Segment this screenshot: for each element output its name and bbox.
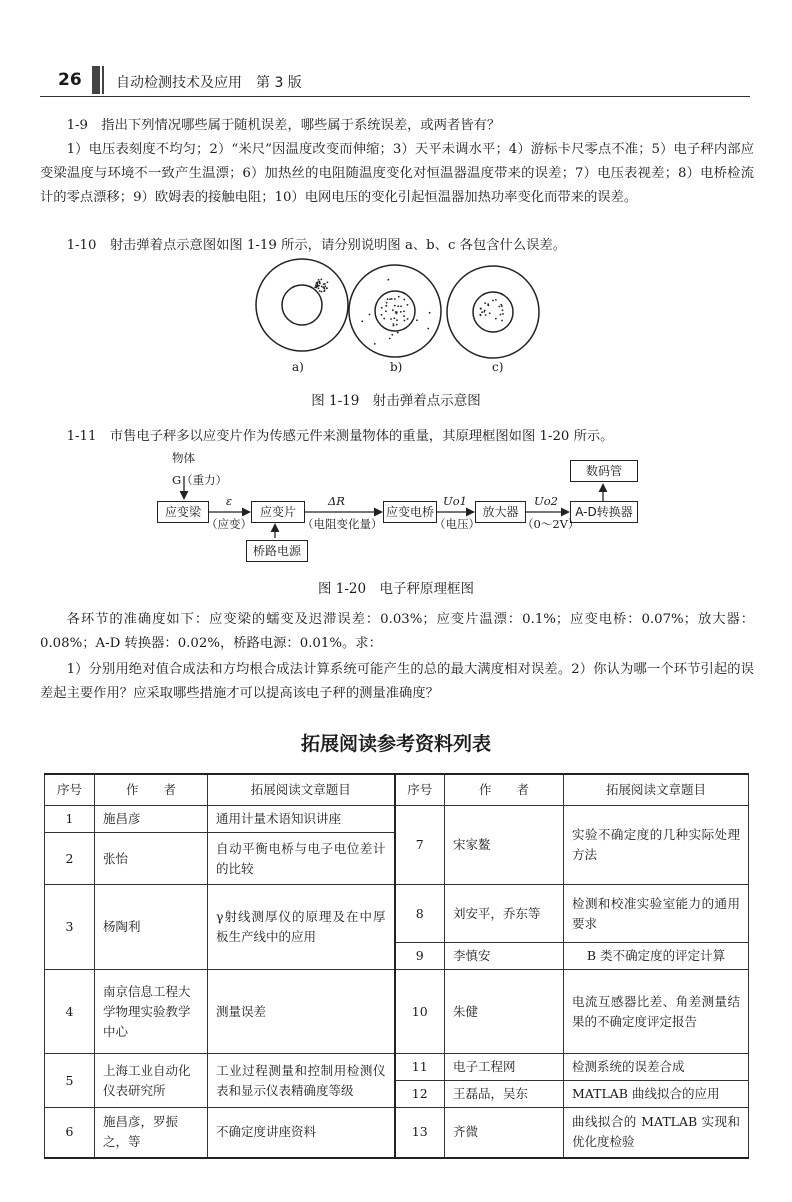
target-b: [349, 265, 441, 357]
shot-dot: [316, 286, 318, 288]
shot-dot: [361, 320, 363, 322]
shot-dot: [500, 314, 502, 316]
signal-uo2-desc: （0～2V）: [522, 517, 580, 531]
sub-label-a: a): [292, 360, 304, 374]
shot-dot: [484, 302, 486, 304]
table-row: [45, 1054, 749, 1081]
shot-dot: [391, 334, 393, 336]
figure-1-20-diagram: [0, 448, 792, 578]
right-title: B 类不确定度的评定计算: [564, 943, 749, 970]
shot-dot: [381, 314, 383, 316]
shot-dot: [502, 309, 504, 311]
signal-uo1: Uo1: [443, 494, 467, 508]
header-bar-line: [102, 66, 104, 94]
shot-dot: [396, 324, 398, 326]
shot-dot: [427, 328, 429, 330]
block-adc: A-D转换器: [570, 501, 638, 523]
table-row: [45, 806, 749, 833]
left-author: 南京信息工程大学物理实验教学中心: [95, 970, 208, 1054]
shot-dot: [324, 285, 326, 287]
header-no-right: 序号: [395, 774, 445, 806]
shot-dot: [500, 304, 502, 306]
object-label: 物体: [172, 451, 195, 465]
shot-dot: [492, 300, 494, 302]
shot-dot: [386, 302, 388, 304]
signal-delta-r: ΔR: [328, 494, 345, 508]
figure-1-20-caption: 图 1-20 电子秤原理框图: [317, 581, 475, 597]
signal-uo2: Uo2: [534, 494, 558, 508]
left-author: 施昌彦，罗振之，等: [95, 1108, 208, 1158]
shot-dot: [485, 314, 487, 316]
shot-dot: [321, 291, 323, 293]
table-row: [45, 970, 749, 1054]
shot-dot: [392, 309, 394, 311]
shot-dot: [407, 318, 409, 320]
shot-dot: [480, 308, 482, 310]
signal-epsilon: ε: [226, 494, 233, 508]
sub-label-c: c): [492, 360, 504, 374]
header-article-left: 拓展阅读文章题目: [208, 774, 395, 806]
shot-dot: [397, 305, 399, 307]
header-bar-mark: [92, 66, 100, 94]
question-1-11-title: 1-11 市售电子秤多以应变片作为传感元件来测量物体的重量，其原理框图如图 1-20 所示。: [66, 429, 614, 444]
shot-dot: [416, 319, 418, 321]
right-no: 11: [395, 1054, 445, 1081]
shot-dot: [389, 338, 391, 340]
left-title: 测量误差: [208, 970, 395, 1054]
shot-dot: [369, 314, 371, 316]
shot-dot: [394, 298, 396, 300]
shot-dot: [318, 279, 320, 281]
shot-dot: [385, 310, 387, 312]
question-1-9-title: 1-9 指出下列情况哪些属于随机误差，哪些属于系统误差，或两者皆有？: [66, 118, 501, 133]
left-title: 工业过程测量和控制用检测仪表和显示仪表精确度等级: [208, 1054, 395, 1108]
question-1-10-title: 1-10 射击弹着点示意图如图 1-19 所示，请分别说明图 a、b、c 各包含什么误差。: [66, 238, 567, 253]
right-title: 检测和校准实验室能力的通用要求: [564, 885, 749, 943]
signal-uo1-desc: （电压）: [434, 517, 480, 531]
target-b-dots: [361, 279, 430, 345]
shot-dot: [403, 315, 405, 317]
shot-dot: [396, 319, 398, 321]
block-strain-gauge: 应变片: [251, 501, 305, 523]
target-c-dots: [479, 299, 503, 321]
accuracy-text: 各环节的准确度如下：应变梁的蠕变及迟滞误差：0.03%；应变片温漂：0.1%；应变电桥：0.07%；放大器：0.08%；A-D 转换器：0.02%，桥路电源：0.01%。求：: [40, 612, 754, 651]
right-author: 朱健: [445, 970, 564, 1054]
shot-dot: [327, 282, 329, 284]
block-display: 数码管: [570, 460, 638, 482]
left-author: 张怡: [95, 833, 208, 885]
shot-dot: [388, 279, 390, 281]
shot-dot: [498, 306, 500, 308]
header-no-left: 序号: [45, 774, 95, 806]
shot-dot: [322, 287, 324, 289]
shot-dot: [318, 285, 320, 287]
left-no: 3: [45, 885, 95, 970]
shot-dot: [324, 289, 326, 291]
book-title: 自动检测技术及应用 第 3 版: [116, 75, 302, 91]
target-c: [447, 266, 539, 358]
question-1-9-body: 1）电压表刻度不均匀；2）“米尺”因温度改变而伸缩；3）天平未调水平；4）游标卡尺零点不准；5）电子秤内部应变梁温度与环境不一致产生温漂；6）加热丝的电阻随温度变化对恒温器温度带来的误差；7）电压表视差；8）电桥检流计的零点漂移；9）欧姆表的接触电阻；10）电网电压的变化引起恒温器加热功率变化而带来的误差。: [40, 142, 754, 205]
left-no: 6: [45, 1108, 95, 1158]
right-author: 李慎安: [445, 943, 564, 970]
shot-dot: [318, 281, 320, 283]
shot-dot: [479, 314, 481, 316]
header-author-right: 作 者: [445, 774, 564, 806]
shot-dot: [374, 343, 376, 345]
left-title: 不确定度讲座资料: [208, 1108, 395, 1158]
shot-dot: [400, 305, 402, 307]
shot-dot: [391, 298, 393, 300]
shot-dot: [487, 305, 489, 307]
right-title: MATLAB 曲线拟合的应用: [564, 1081, 749, 1108]
shot-dot: [403, 311, 405, 313]
right-no: 10: [395, 970, 445, 1054]
shot-dot: [393, 325, 395, 327]
shot-dot: [400, 311, 402, 313]
shot-dot: [381, 307, 383, 309]
shot-dot: [383, 318, 385, 320]
shot-dot: [407, 304, 409, 306]
target-a: [256, 259, 348, 351]
signal-delta-r-desc: （电阻变化量）: [302, 517, 383, 531]
left-author: 杨陶利: [95, 885, 208, 970]
shot-dot: [319, 290, 321, 292]
shot-dot: [385, 305, 387, 307]
header-article-right: 拓展阅读文章题目: [564, 774, 749, 806]
reading-list-table: [44, 773, 749, 1159]
page-header: [40, 66, 750, 97]
shot-dot: [495, 299, 497, 301]
shot-dot: [318, 287, 320, 289]
block-strain-bridge: 应变电桥: [383, 501, 437, 523]
shot-dot: [326, 287, 328, 289]
right-author: 刘安平，乔东等: [445, 885, 564, 943]
shot-dot: [501, 320, 503, 322]
shot-dot: [398, 296, 400, 298]
right-author: 王磊品，吴东: [445, 1081, 564, 1108]
right-author: 宋家鳌: [445, 806, 564, 885]
figure-1-19-caption: 图 1-19 射击弹着点示意图: [311, 393, 481, 409]
right-title: 曲线拟合的 MATLAB 实现和优化度检验: [564, 1108, 749, 1158]
left-no: 1: [45, 806, 95, 833]
right-no: 13: [395, 1108, 445, 1158]
left-no: 4: [45, 970, 95, 1054]
shot-dot: [394, 317, 396, 319]
signal-epsilon-desc: （应变）: [206, 517, 252, 531]
table-header-row: [45, 774, 749, 806]
left-title: 通用计量术语知识讲座: [208, 806, 395, 833]
table-row: [45, 1108, 749, 1158]
shot-dot: [483, 311, 485, 313]
left-author: 施昌彦: [95, 806, 208, 833]
right-no: 7: [395, 806, 445, 885]
shot-dot: [429, 312, 431, 314]
left-title: γ射线测厚仪的原理及在中厚板生产线中的应用: [208, 885, 395, 970]
right-no: 8: [395, 885, 445, 943]
shot-dot: [321, 286, 323, 288]
right-title: 检测系统的误差合成: [564, 1054, 749, 1081]
shot-dot: [392, 323, 394, 325]
shot-dot: [395, 311, 397, 313]
right-title: 电流互感器比差、角差测量结果的不确定度评定报告: [564, 970, 749, 1054]
right-author: 齐微: [445, 1108, 564, 1158]
shot-dot: [394, 305, 396, 307]
block-strain-beam: 应变梁: [157, 501, 209, 523]
shot-dot: [495, 318, 497, 320]
table-row: [45, 885, 749, 943]
left-no: 5: [45, 1054, 95, 1108]
shot-dot: [324, 283, 326, 285]
block-bridge-power: 桥路电源: [246, 540, 308, 562]
shot-dot: [317, 281, 319, 283]
shot-dot: [387, 298, 389, 300]
shot-dot: [404, 320, 406, 322]
left-author: 上海工业自动化仪表研究所: [95, 1054, 208, 1108]
shot-dot: [397, 332, 399, 334]
shot-dot: [502, 313, 504, 315]
page-number: 26: [58, 70, 82, 90]
shot-dot: [489, 312, 491, 314]
reading-list-title: 拓展阅读参考资料列表: [300, 733, 491, 755]
block-amplifier: 放大器: [475, 501, 526, 523]
sub-label-b: b): [390, 360, 403, 374]
right-author: 电子工程网: [445, 1054, 564, 1081]
shot-dot: [390, 318, 392, 320]
left-no: 2: [45, 833, 95, 885]
left-title: 自动平衡电桥与电子电位差计的比较: [208, 833, 395, 885]
shot-dot: [481, 311, 483, 313]
shot-dot: [389, 298, 391, 300]
gravity-label: G（重力）: [172, 473, 228, 487]
shot-dot: [316, 283, 318, 285]
accuracy-questions: 1）分别用绝对值合成法和方均根合成法计算系统可能产生的总的最大满度相对误差。2）你认为哪一个环节引起的误差起主要作用？应采取哪些措施才可以提高该电子秤的测量准确度？: [40, 662, 754, 701]
shot-dot: [320, 279, 322, 281]
right-no: 12: [395, 1081, 445, 1108]
header-author-left: 作 者: [95, 774, 208, 806]
shot-dot: [403, 299, 405, 301]
shot-dot: [314, 287, 316, 289]
right-title: 实验不确定度的几种实际处理方法: [564, 806, 749, 885]
right-no: 9: [395, 943, 445, 970]
